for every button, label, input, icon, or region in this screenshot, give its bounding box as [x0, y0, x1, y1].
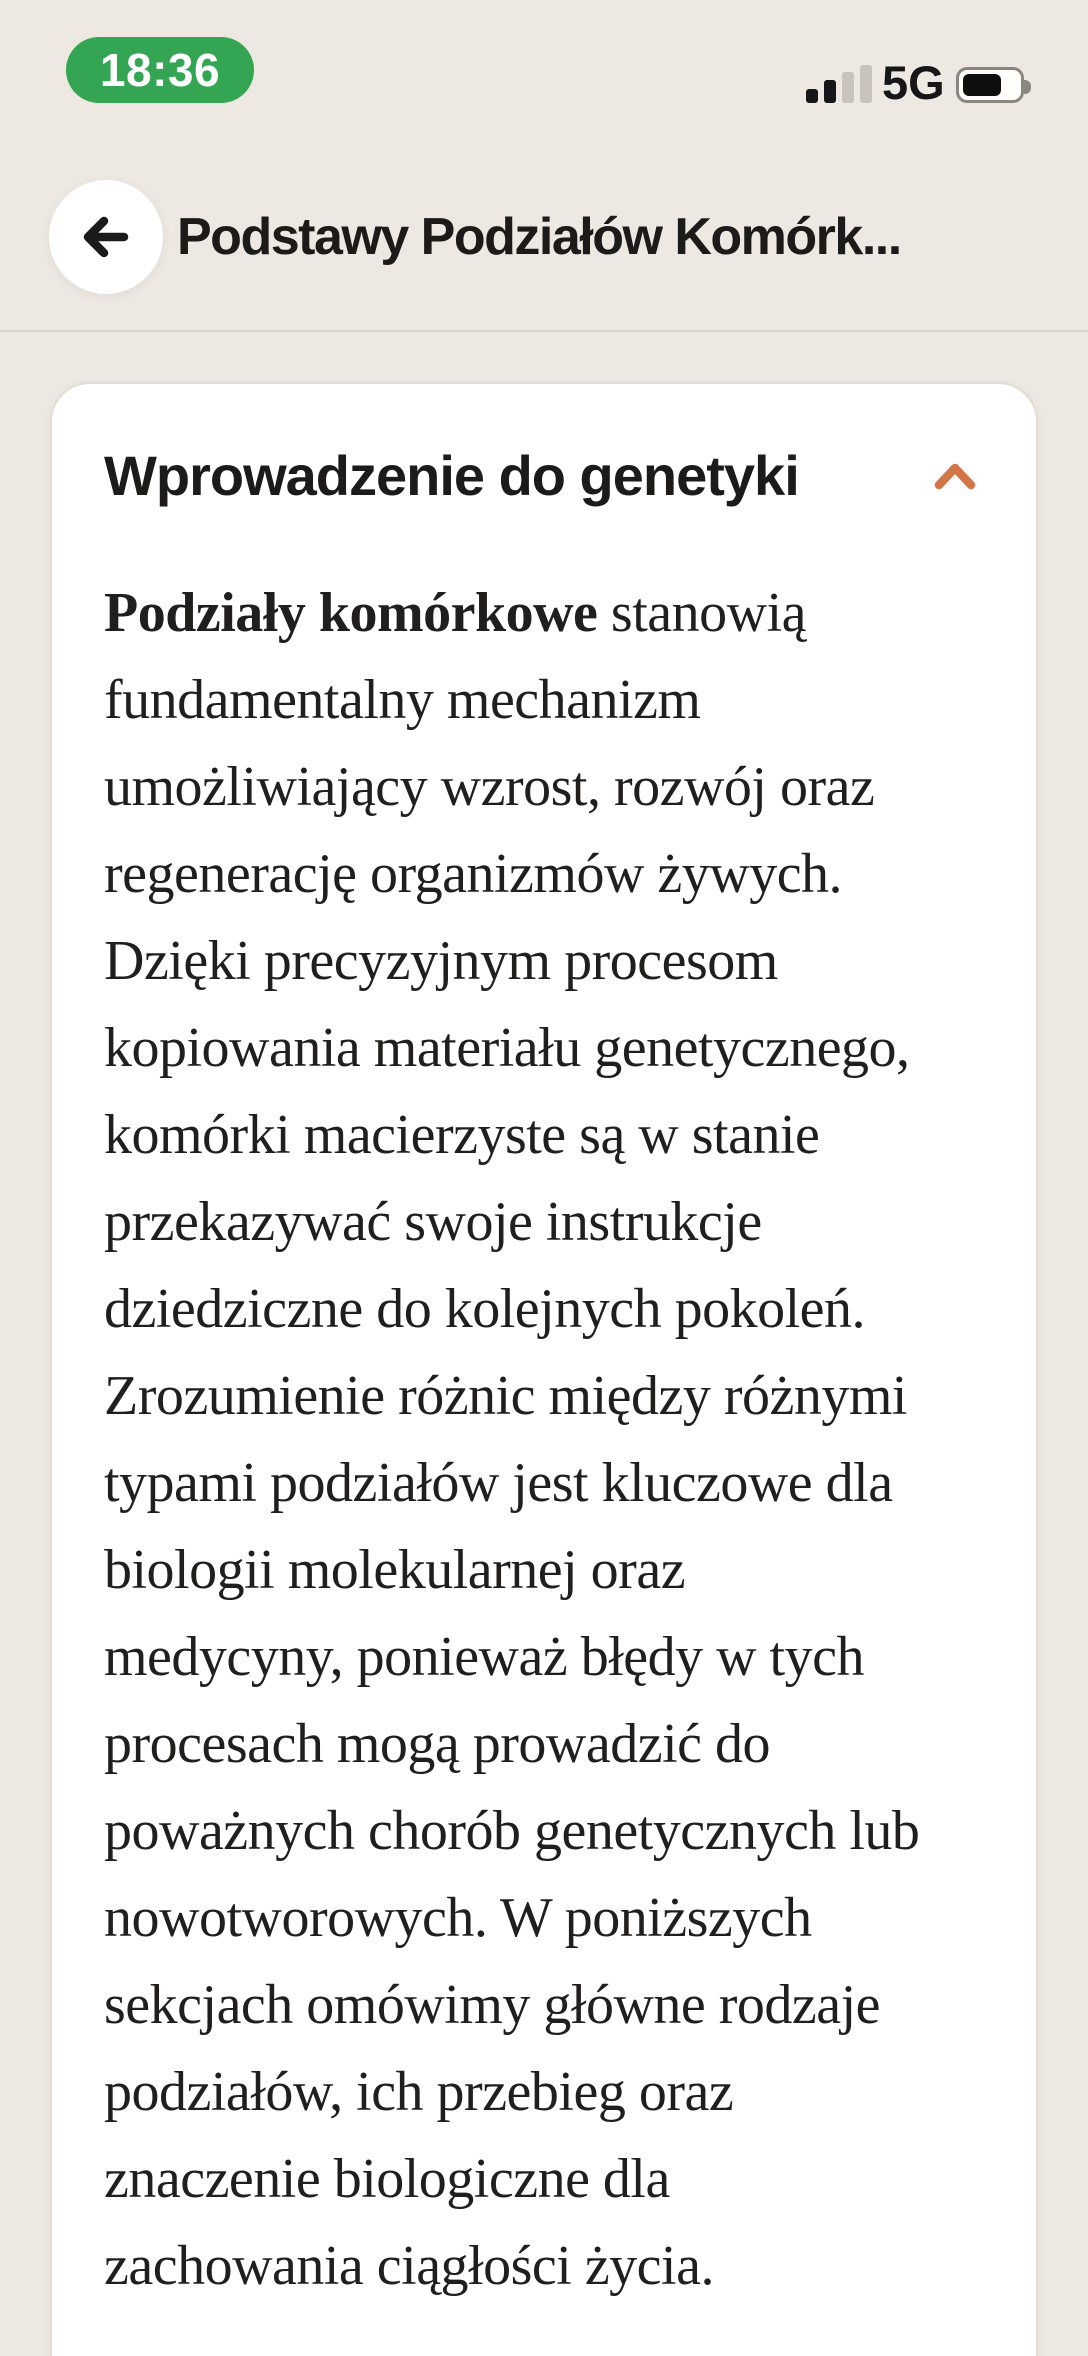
- section-title: Wprowadzenie do genetyki: [104, 444, 799, 507]
- battery-icon: [956, 67, 1024, 103]
- page-title: Podstawy Podziałów Komórk...: [177, 208, 901, 266]
- body-line: kopiowania materiału genetycznego,: [104, 1017, 910, 1079]
- body-line: regenerację organizmów żywych.: [104, 843, 843, 905]
- signal-bar: [860, 65, 872, 103]
- time-pill[interactable]: [66, 37, 254, 103]
- body-line: typami podziałów jest kluczowe dla: [104, 1452, 893, 1514]
- back-button[interactable]: [49, 180, 163, 294]
- body-line: Dzięki precyzyjnym procesom: [104, 930, 778, 992]
- status-bar: [0, 0, 1088, 130]
- body-line: nowotworowych. W poniższych: [104, 1887, 812, 1949]
- header-divider: [0, 330, 1088, 332]
- body-line: zachowania ciągłości życia.: [104, 2235, 714, 2297]
- body-line: Zrozumienie różnic między różnymi: [104, 1365, 907, 1427]
- signal-bar: [806, 89, 818, 103]
- body-line: medycyny, ponieważ błędy w tych: [104, 1626, 864, 1688]
- chevron-up-icon: [934, 463, 976, 490]
- body-line: znaczenie biologiczne dla: [104, 2148, 670, 2210]
- battery-tip: [1024, 80, 1031, 94]
- lesson-card: [50, 382, 1038, 2356]
- body-line: sekcjach omówimy główne rodzaje: [104, 1974, 881, 2036]
- battery-fill: [963, 74, 1001, 96]
- body-line: procesach mogą prowadzić do: [104, 1713, 770, 1775]
- collapse-section-button[interactable]: [934, 463, 976, 490]
- body-line: poważnych chorób genetycznych lub: [104, 1800, 920, 1862]
- network-type-label: 5G: [882, 56, 945, 109]
- arrow-left-icon: [77, 208, 135, 266]
- body-line: podziałów, ich przebieg oraz: [104, 2061, 734, 2123]
- body-paragraph: [104, 570, 990, 2310]
- status-time: 18:36: [99, 44, 221, 96]
- body-line: fundamentalny mechanizm: [104, 669, 701, 731]
- signal-bar: [824, 80, 836, 103]
- body-line: biologii molekularnej oraz: [104, 1539, 686, 1601]
- header: [0, 178, 1088, 298]
- body-line: Podziały komórkowe stanowią: [104, 582, 806, 644]
- signal-bar: [842, 72, 854, 103]
- section-header[interactable]: [104, 440, 990, 512]
- body-line: umożliwiający wzrost, rozwój oraz: [104, 756, 875, 818]
- body-line: komórki macierzyste są w stanie: [104, 1104, 820, 1166]
- body-line: dziedziczne do kolejnych pokoleń.: [104, 1278, 865, 1340]
- body-line: przekazywać swoje instrukcje: [104, 1191, 762, 1253]
- signal-bars-icon: [806, 65, 872, 103]
